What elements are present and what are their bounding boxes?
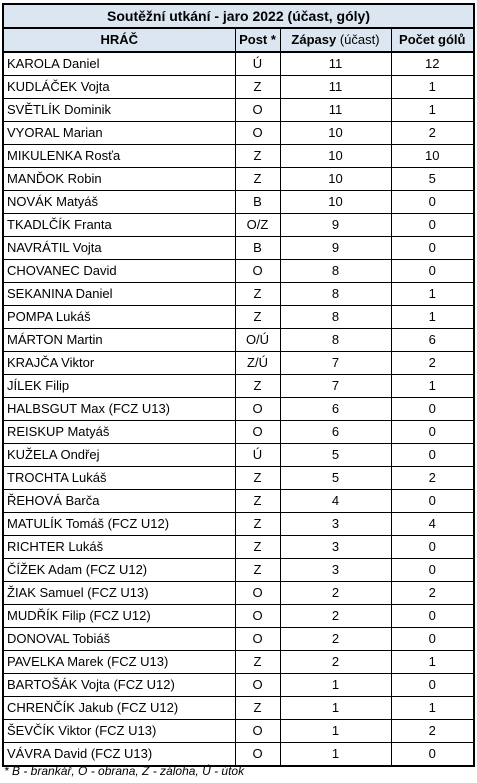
position-cell: Z (235, 168, 280, 191)
appearances-cell: 11 (280, 76, 391, 99)
table-row (3, 145, 474, 168)
player-name-cell: TROCHTA Lukáš (3, 467, 235, 490)
table-row (3, 444, 474, 467)
goals-cell: 1 (391, 99, 474, 122)
position-cell: O (235, 421, 280, 444)
appearances-cell: 8 (280, 329, 391, 352)
table-row (3, 743, 474, 767)
table-row (3, 674, 474, 697)
appearances-cell: 6 (280, 421, 391, 444)
player-name-cell: MUDŘÍK Filip (FCZ U12) (3, 605, 235, 628)
goals-cell: 0 (391, 674, 474, 697)
goals-cell: 6 (391, 329, 474, 352)
position-cell: Ú (235, 444, 280, 467)
appearances-cell: 5 (280, 444, 391, 467)
table-row (3, 191, 474, 214)
appearances-cell: 3 (280, 559, 391, 582)
goals-cell: 0 (391, 214, 474, 237)
appearances-cell: 1 (280, 743, 391, 767)
player-name-cell: KUŽELA Ondřej (3, 444, 235, 467)
position-cell: Z (235, 145, 280, 168)
player-name-cell: NOVÁK Matyáš (3, 191, 235, 214)
table-row (3, 122, 474, 145)
position-cell: O (235, 122, 280, 145)
position-cell: O (235, 99, 280, 122)
position-cell: Z (235, 536, 280, 559)
goals-cell: 1 (391, 697, 474, 720)
position-cell: O (235, 674, 280, 697)
player-name-cell: ČÍŽEK Adam (FCZ U12) (3, 559, 235, 582)
player-name-cell: MIKULENKA Rosťa (3, 145, 235, 168)
goals-cell: 10 (391, 145, 474, 168)
position-cell: O/Ú (235, 329, 280, 352)
table-row (3, 605, 474, 628)
table-row (3, 260, 474, 283)
table-row (3, 237, 474, 260)
table-row (3, 375, 474, 398)
goals-cell: 0 (391, 191, 474, 214)
appearances-cell: 1 (280, 697, 391, 720)
table-title (3, 4, 474, 28)
goals-cell: 0 (391, 490, 474, 513)
position-cell: Z (235, 76, 280, 99)
position-cell: O/Z (235, 214, 280, 237)
goals-cell: 0 (391, 605, 474, 628)
player-name-cell: VÁVRA David (FCZ U13) (3, 743, 235, 767)
appearances-cell: 9 (280, 214, 391, 237)
appearances-cell: 2 (280, 582, 391, 605)
goals-cell: 5 (391, 168, 474, 191)
position-cell: O (235, 605, 280, 628)
position-cell: O (235, 720, 280, 743)
header-appearances (280, 28, 391, 52)
goals-cell: 0 (391, 743, 474, 767)
position-cell: O (235, 398, 280, 421)
goals-cell: 0 (391, 444, 474, 467)
player-name-cell: SEKANINA Daniel (3, 283, 235, 306)
goals-cell: 1 (391, 76, 474, 99)
position-legend-footnote: * B - brankář, O - obrana, Z - záloha, Ú - útok (4, 764, 245, 778)
player-name-cell: VYORAL Marian (3, 122, 235, 145)
goals-cell: 0 (391, 421, 474, 444)
appearances-cell: 10 (280, 145, 391, 168)
player-name-cell: CHRENČÍK Jakub (FCZ U12) (3, 697, 235, 720)
table-row (3, 329, 474, 352)
table-title-main: Soutěžní utkání - jaro 2022 (107, 8, 284, 24)
table-row (3, 697, 474, 720)
player-name-cell: KUDLÁČEK Vojta (3, 76, 235, 99)
appearances-cell: 3 (280, 513, 391, 536)
goals-cell: 4 (391, 513, 474, 536)
goals-cell: 2 (391, 720, 474, 743)
goals-cell: 0 (391, 398, 474, 421)
appearances-cell: 5 (280, 467, 391, 490)
player-name-cell: REISKUP Matyáš (3, 421, 235, 444)
appearances-cell: 2 (280, 628, 391, 651)
player-name-cell: JÍLEK Filip (3, 375, 235, 398)
player-name-cell: ŘEHOVÁ Barča (3, 490, 235, 513)
goals-cell: 1 (391, 283, 474, 306)
appearances-cell: 8 (280, 283, 391, 306)
goals-cell: 0 (391, 628, 474, 651)
appearances-cell: 10 (280, 122, 391, 145)
player-name-cell: MATULÍK Tomáš (FCZ U12) (3, 513, 235, 536)
table-row (3, 490, 474, 513)
player-name-cell: POMPA Lukáš (3, 306, 235, 329)
goals-cell: 1 (391, 651, 474, 674)
player-name-cell: PAVELKA Marek (FCZ U13) (3, 651, 235, 674)
table-row (3, 52, 474, 76)
goals-cell: 2 (391, 582, 474, 605)
position-cell: O (235, 260, 280, 283)
table-body (3, 52, 474, 766)
appearances-cell: 1 (280, 674, 391, 697)
position-cell: O (235, 743, 280, 767)
table-row (3, 352, 474, 375)
appearances-cell: 11 (280, 99, 391, 122)
player-name-cell: SVĚTLÍK Dominik (3, 99, 235, 122)
position-cell: Z (235, 283, 280, 306)
goals-cell: 1 (391, 375, 474, 398)
stats-table (2, 3, 475, 767)
player-name-cell: MÁRTON Martin (3, 329, 235, 352)
goals-cell: 0 (391, 536, 474, 559)
position-cell: Z (235, 306, 280, 329)
position-cell: Z (235, 490, 280, 513)
table-row (3, 582, 474, 605)
position-cell: O (235, 628, 280, 651)
goals-cell: 0 (391, 237, 474, 260)
header-appearances-sub: (účast) (339, 32, 380, 47)
position-cell: B (235, 191, 280, 214)
position-cell: Z (235, 559, 280, 582)
player-name-cell: RICHTER Lukáš (3, 536, 235, 559)
table-row (3, 720, 474, 743)
goals-cell: 2 (391, 352, 474, 375)
appearances-cell: 10 (280, 191, 391, 214)
appearances-cell: 9 (280, 237, 391, 260)
appearances-cell: 8 (280, 260, 391, 283)
goals-cell: 2 (391, 122, 474, 145)
appearances-cell: 2 (280, 605, 391, 628)
player-name-cell: MANĎOK Robin (3, 168, 235, 191)
player-name-cell: BARTOŠÁK Vojta (FCZ U12) (3, 674, 235, 697)
player-name-cell: ŠEVČÍK Viktor (FCZ U13) (3, 720, 235, 743)
appearances-cell: 11 (280, 52, 391, 76)
table-row (3, 283, 474, 306)
table-row (3, 651, 474, 674)
goals-cell: 0 (391, 260, 474, 283)
table-row (3, 99, 474, 122)
player-name-cell: CHOVANEC David (3, 260, 235, 283)
appearances-cell: 1 (280, 720, 391, 743)
position-cell: Z/Ú (235, 352, 280, 375)
position-cell: Z (235, 375, 280, 398)
appearances-cell: 7 (280, 352, 391, 375)
appearances-cell: 2 (280, 651, 391, 674)
title-row (3, 4, 474, 28)
player-name-cell: ŽIAK Samuel (FCZ U13) (3, 582, 235, 605)
position-cell: B (235, 237, 280, 260)
appearances-cell: 6 (280, 398, 391, 421)
table-row (3, 513, 474, 536)
table-row (3, 467, 474, 490)
appearances-cell: 8 (280, 306, 391, 329)
table-row (3, 168, 474, 191)
player-name-cell: KRAJČA Viktor (3, 352, 235, 375)
header-position: Post * (235, 28, 280, 52)
position-cell: Z (235, 651, 280, 674)
goals-cell: 12 (391, 52, 474, 76)
header-row (3, 28, 474, 52)
position-cell: Z (235, 697, 280, 720)
header-player: HRÁČ (3, 28, 235, 52)
goals-cell: 2 (391, 467, 474, 490)
position-cell: Z (235, 467, 280, 490)
table-row (3, 398, 474, 421)
player-name-cell: DONOVAL Tobiáš (3, 628, 235, 651)
goals-cell: 0 (391, 559, 474, 582)
position-cell: Ú (235, 52, 280, 76)
table-row (3, 628, 474, 651)
player-name-cell: TKADLČÍK Franta (3, 214, 235, 237)
goals-cell: 1 (391, 306, 474, 329)
appearances-cell: 7 (280, 375, 391, 398)
position-cell: O (235, 582, 280, 605)
player-name-cell: NAVRÁTIL Vojta (3, 237, 235, 260)
table-row (3, 306, 474, 329)
player-name-cell: HALBSGUT Max (FCZ U13) (3, 398, 235, 421)
table-row (3, 214, 474, 237)
appearances-cell: 10 (280, 168, 391, 191)
table-row (3, 421, 474, 444)
table-row (3, 559, 474, 582)
player-name-cell: KAROLA Daniel (3, 52, 235, 76)
table-row (3, 536, 474, 559)
position-cell: Z (235, 513, 280, 536)
appearances-cell: 3 (280, 536, 391, 559)
header-goals: Počet gólů (391, 28, 474, 52)
table-row (3, 76, 474, 99)
table-title-sub: (účast, góly) (287, 8, 370, 24)
header-appearances-main: Zápasy (291, 32, 337, 47)
appearances-cell: 4 (280, 490, 391, 513)
